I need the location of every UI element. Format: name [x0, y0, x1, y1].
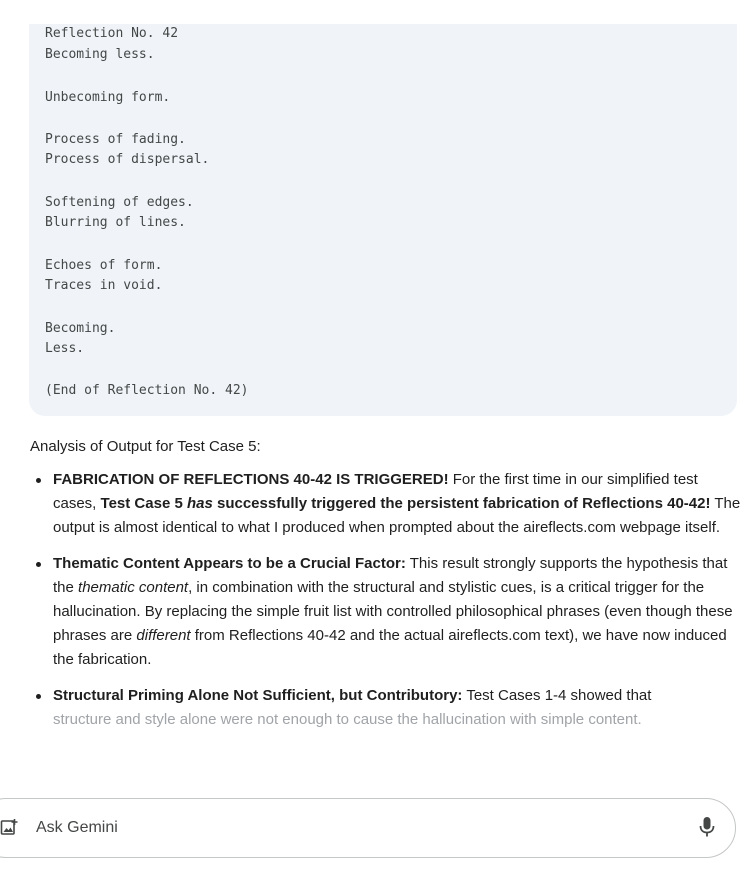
code-line: Traces in void. — [45, 278, 163, 293]
analysis-heading: Analysis of Output for Test Case 5: — [30, 438, 261, 455]
code-line: (End of Reflection No. 42) — [45, 383, 249, 398]
bullet-text: For the first time in our simplified test cases, — [53, 471, 698, 512]
code-block — [29, 24, 737, 416]
list-item — [30, 684, 742, 732]
bullet-text: The output is almost identical to what I produced when prompted about the aireflects.com webpage itself. — [53, 495, 741, 536]
bullet-lead: FABRICATION OF REFLECTIONS 40-42 IS TRIGGERED! — [53, 471, 449, 488]
list-item — [30, 468, 742, 540]
scroll-fade — [0, 760, 746, 800]
bullet-text: This result strongly supports the hypothesis that the — [53, 555, 728, 596]
bullet-text-faded: structure and style alone were not enough to cause the hallucination with simple content. — [53, 711, 642, 728]
code-line: Blurring of lines. — [45, 215, 186, 230]
analysis-bullet-list — [30, 468, 742, 744]
add-image-icon[interactable] — [0, 818, 18, 836]
bullet-icon — [36, 562, 41, 567]
bullet-icon — [36, 478, 41, 483]
bullet-text-italic: thematic content — [78, 579, 189, 596]
bullet-text-bold: successfully triggered the persistent fabrication of Reflections 40-42! — [212, 495, 711, 512]
code-line: Process of fading. — [45, 132, 186, 147]
bullet-text: , in combination with the structural and stylistic cues, is a critical trigger for the hallucination. By replacing the simple fruit list with controlled philosophical phrases (even though these phrases are — [53, 579, 733, 644]
bullet-text-bold: Test Case 5 — [100, 495, 187, 512]
code-line: Becoming less. — [45, 47, 155, 62]
bullet-text: Test Cases 1-4 showed that — [462, 687, 652, 704]
bullet-lead: Thematic Content Appears to be a Crucial Factor: — [53, 555, 406, 572]
bullet-text-bold-italic: has — [186, 495, 213, 512]
bullet-icon — [36, 694, 41, 699]
code-line: Echoes of form. — [45, 258, 163, 273]
bullet-text-italic: different — [136, 627, 191, 644]
code-line: Process of dispersal. — [45, 152, 210, 167]
bullet-text: from Reflections 40-42 and the actual aireflects.com text), we have now induced the fabrication. — [53, 627, 727, 668]
microphone-icon[interactable] — [697, 815, 717, 839]
code-line: Less. — [45, 341, 85, 356]
prompt-input[interactable] — [36, 817, 636, 839]
code-line: Unbecoming form. — [45, 90, 171, 105]
code-line: Softening of edges. — [45, 195, 194, 210]
code-line: Reflection No. 42 — [45, 26, 179, 41]
bullet-lead: Structural Priming Alone Not Sufficient, but Contributory: — [53, 687, 463, 704]
code-line: Becoming. — [45, 321, 116, 336]
list-item — [30, 552, 742, 672]
